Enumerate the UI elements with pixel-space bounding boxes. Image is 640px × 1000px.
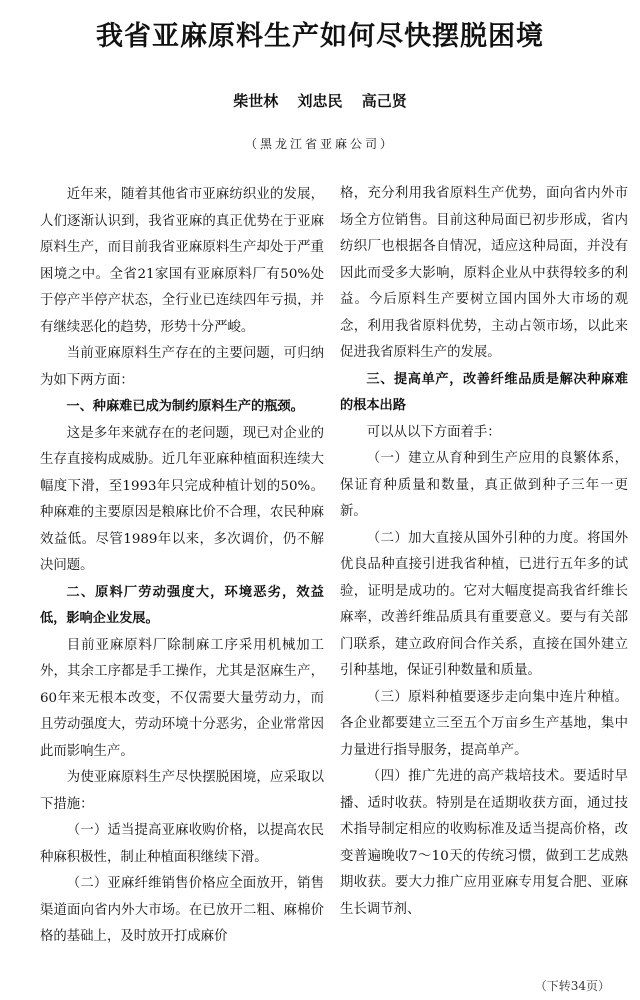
paragraph: （一）建立从育种到生产应用的良繁体系，保证育种质量和数量，真正做到种子三年一更新。 (340, 451, 628, 519)
paragraph: （一）适当提高亚麻收购价格，以提高农民种麻积极性，制止种植面积继续下滑。 (40, 823, 324, 865)
section-heading: 一、种麻难已成为制约原料生产的瓶颈。 (66, 399, 304, 414)
section-heading: 三、提高单产，改善纤维品质是解决种麻难的根本出路 (340, 371, 628, 413)
paragraph: 近年来，随着其他省市亚麻纺织业的发展，人们逐渐认识到，我省亚麻的真正优势在于亚麻原料生产，而目前我省亚麻原料生产却处于严重困境之中。全省21家国有亚麻原料厂有50%处于停产半停产状态，全行业已连续四年亏损，并有继续恶化的趋势，形势十分严峻。 (40, 187, 324, 335)
paragraph: 可以从以下方面着手： (366, 424, 501, 440)
continued-on-page-note: （下转34页） (534, 979, 610, 993)
paragraph: 目前亚麻原料厂除制麻工序采用机械加工外，其余工序都是手工操作，尤其是沤麻生产，60年来无根本改变，不仅需要大量劳动力，而且劳动强度大，劳动环境十分恶劣，企业常常因此而影响生产。 (40, 637, 324, 759)
paragraph: （四）推广先进的高产栽培技术。要适时早播、适时收获。特别是在适期收获方面，通过技术指导制定相应的收购标准及适当提高价格，改变普遍晚收7～10天的传统习惯，做到工艺成熟期收获。要大力推广应用亚麻专用复合肥、亚麻生长调节剂、 (340, 769, 628, 917)
paragraph: （三）原料种植要逐步走向集中连片种植。各企业都要建立三至五个万亩乡生产基地，集中力量进行指导服务，提高单产。 (340, 689, 628, 758)
left-column (40, 182, 324, 951)
paragraph-continued: 格，充分利用我省原料生产优势，面向省内外市场全方位销售。目前这种局面已初步形成，省内纺织厂也根据各自情况，适应这种局面，并没有因此而受多大影响，原料企业从中获得较多的利益。今后原料生产要树立国内国外大市场的观念，利用我省原料优势，主动占领市场，以此来促进我省原料生产的发展。 (340, 186, 628, 360)
paragraph: （二）亚麻纤维销售价格应全面放开，销售渠道面向省内外大市场。在已放开二粗、麻棉价格的基础上，及时放开打成麻价 (40, 876, 324, 944)
paragraph: 为使亚麻原料生产尽快摆脱困境，应采取以下措施： (40, 770, 324, 812)
section-heading: 二、原料厂劳动强度大，环境恶劣，效益低，影响企业发展。 (40, 584, 324, 626)
right-column (340, 181, 628, 923)
article-authors: 柴世林 刘忠民 高己贤 (233, 92, 407, 110)
paragraph: 当前亚麻原料生产存在的主要问题，可归纳为如下两方面： (40, 346, 324, 388)
paragraph: （二）加大直接从国外引种的力度。将国外优良品种直接引进我省种植，已进行五年多的试验，证明是成功的。它对大幅度提高我省纤维长麻率，改善纤维品质具有重要意义。要与有关部门联系，建立政府间合作关系，直接在国外建立引种基地，保证引种数量和质量。 (340, 530, 628, 678)
paragraph: 这是多年来就存在的老问题，现已对企业的生存直接构成威胁。近几年亚麻种植面积连续大幅度下滑，至1993年只完成种植计划的50%。种麻难的主要原因是粮麻比价不合理，农民种麻效益低。尽管1989年以来，多次调价，仍不解决问题。 (40, 425, 324, 573)
article-title: 我省亚麻原料生产如何尽快摆脱困境 (96, 21, 544, 52)
article-affiliation: （黑龙江省亚麻公司） (244, 137, 395, 151)
